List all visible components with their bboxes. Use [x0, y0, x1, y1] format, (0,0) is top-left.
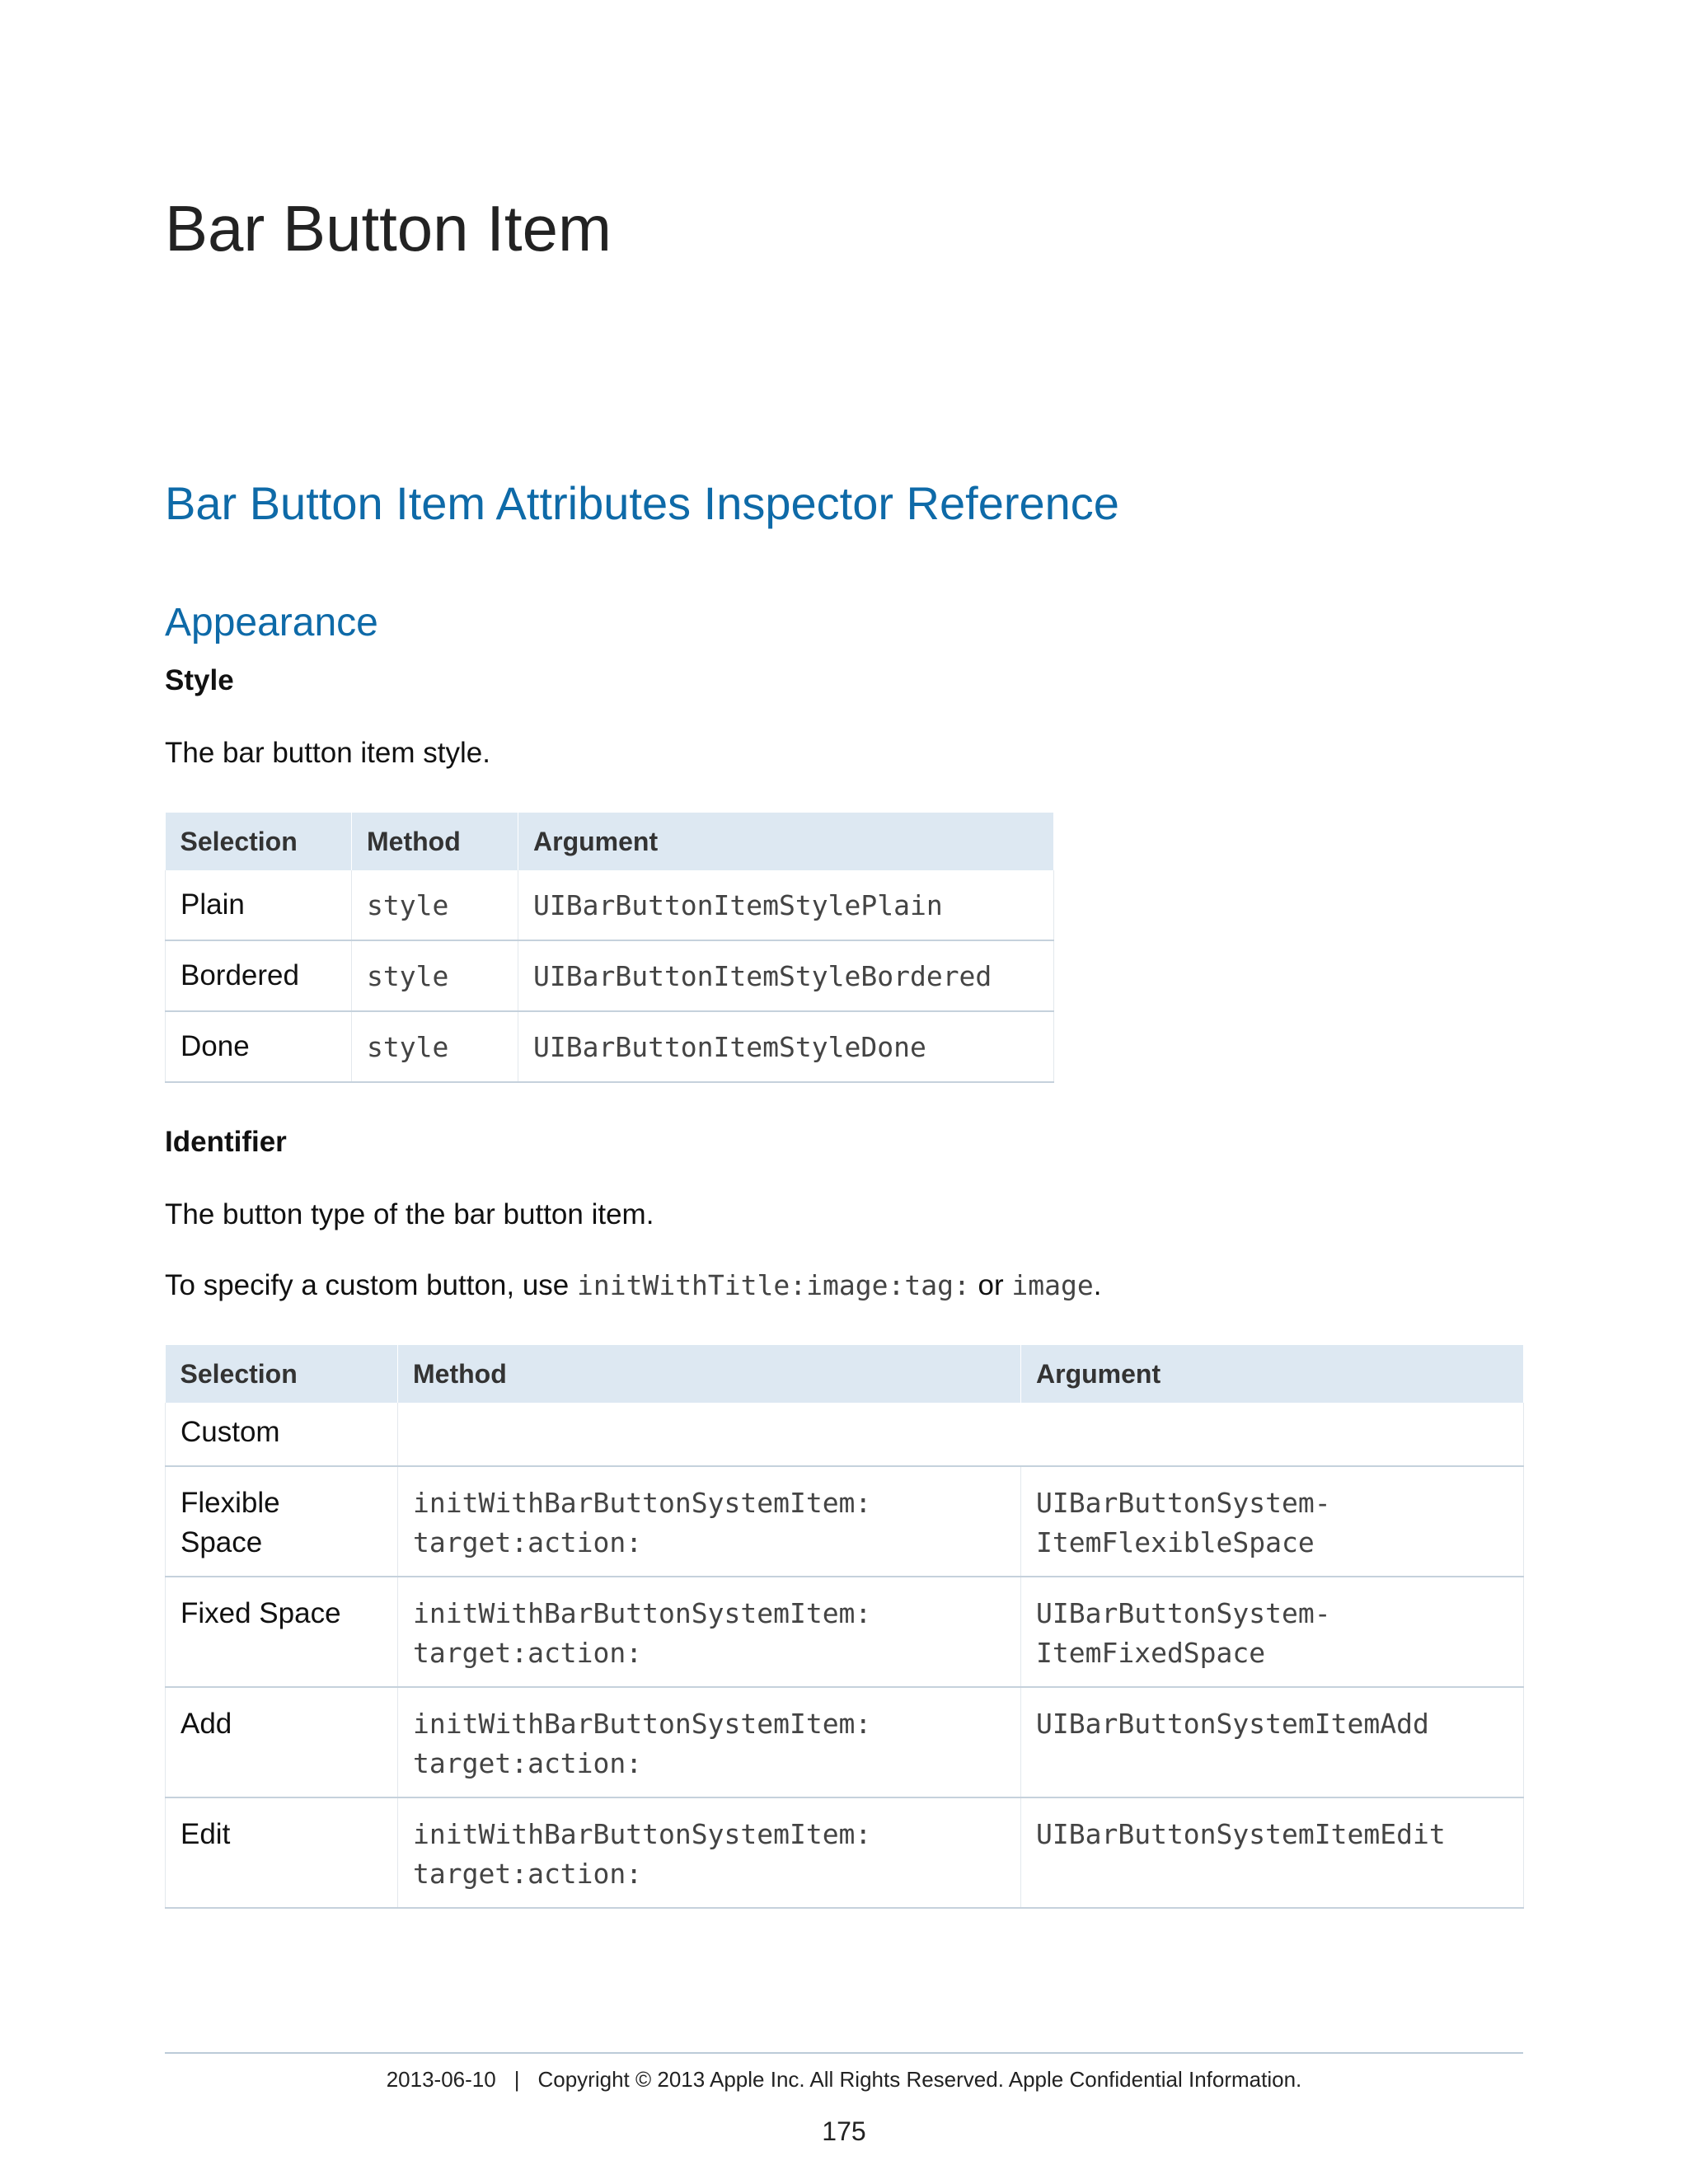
method-cell: style: [352, 1011, 518, 1082]
code-image: image: [1011, 1269, 1094, 1301]
page-footer: [0, 2067, 1688, 2093]
note-suffix: .: [1093, 1269, 1102, 1301]
method-cell: initWithBarButtonSystemItem: target:action:: [398, 1577, 1021, 1687]
table-row: [166, 1011, 1054, 1082]
table-row: [166, 1797, 1524, 1908]
argument-cell: UIBarButtonSystem- ItemFlexibleSpace: [1021, 1466, 1524, 1577]
table-row: [166, 870, 1054, 940]
selection-cell: Custom: [166, 1403, 398, 1466]
table-row: [166, 1403, 1524, 1466]
argument-cell: UIBarButtonSystem- ItemFixedSpace: [1021, 1577, 1524, 1687]
selection-cell: Bordered: [166, 940, 352, 1011]
identifier-heading: Identifier: [165, 1126, 287, 1158]
selection-cell: Plain: [166, 870, 352, 940]
subsection-title: Appearance: [165, 601, 378, 644]
footer-copyright: Copyright © 2013 Apple Inc. All Rights Reserved. Apple Confidential Information.: [537, 2067, 1302, 2092]
page-number: 175: [822, 2116, 866, 2146]
selection-cell: Fixed Space: [166, 1577, 398, 1687]
table-header-row: [166, 1345, 1524, 1403]
column-header-method: Method: [352, 813, 518, 870]
argument-cell: UIBarButtonItemStyleDone: [518, 1011, 1054, 1082]
note-middle: or: [969, 1269, 1012, 1301]
argument-cell: UIBarButtonSystemItemAdd: [1021, 1687, 1524, 1797]
style-table: [165, 813, 1054, 1083]
footer-divider: [165, 2052, 1523, 2054]
style-description: The bar button item style.: [165, 737, 490, 769]
column-header-method: Method: [398, 1345, 1021, 1403]
selection-cell: Done: [166, 1011, 352, 1082]
column-header-argument: Argument: [518, 813, 1054, 870]
selection-cell: Edit: [166, 1797, 398, 1908]
argument-cell: UIBarButtonItemStylePlain: [518, 870, 1054, 940]
table-row: [166, 1577, 1524, 1687]
code-init-with-title: initWithTitle:image:tag:: [576, 1269, 970, 1301]
style-heading: Style: [165, 664, 234, 696]
identifier-table: [165, 1345, 1524, 1909]
note-prefix: To specify a custom button, use: [165, 1269, 577, 1301]
chapter-title: Bar Button Item: [165, 192, 612, 265]
method-cell: style: [352, 870, 518, 940]
footer-separator: |: [513, 2067, 520, 2092]
section-title: Bar Button Item Attributes Inspector Reference: [165, 477, 1119, 529]
argument-cell: UIBarButtonItemStyleBordered: [518, 940, 1054, 1011]
method-cell: initWithBarButtonSystemItem: target:action:: [398, 1466, 1021, 1577]
method-cell: style: [352, 940, 518, 1011]
empty-cell: [398, 1403, 1524, 1466]
table-row: [166, 940, 1054, 1011]
footer-date: 2013-06-10: [386, 2067, 496, 2092]
table-row: [166, 1687, 1524, 1797]
method-cell: initWithBarButtonSystemItem: target:action:: [398, 1687, 1021, 1797]
column-header-argument: Argument: [1021, 1345, 1524, 1403]
table-row: [166, 1466, 1524, 1577]
table-header-row: [166, 813, 1054, 870]
identifier-description: The button type of the bar button item.: [165, 1198, 654, 1230]
custom-button-note: [165, 1269, 1101, 1302]
selection-cell: Add: [166, 1687, 398, 1797]
column-header-selection: Selection: [166, 1345, 398, 1403]
method-cell: initWithBarButtonSystemItem: target:action:: [398, 1797, 1021, 1908]
column-header-selection: Selection: [166, 813, 352, 870]
selection-cell: Flexible Space: [166, 1466, 398, 1577]
argument-cell: UIBarButtonSystemItemEdit: [1021, 1797, 1524, 1908]
